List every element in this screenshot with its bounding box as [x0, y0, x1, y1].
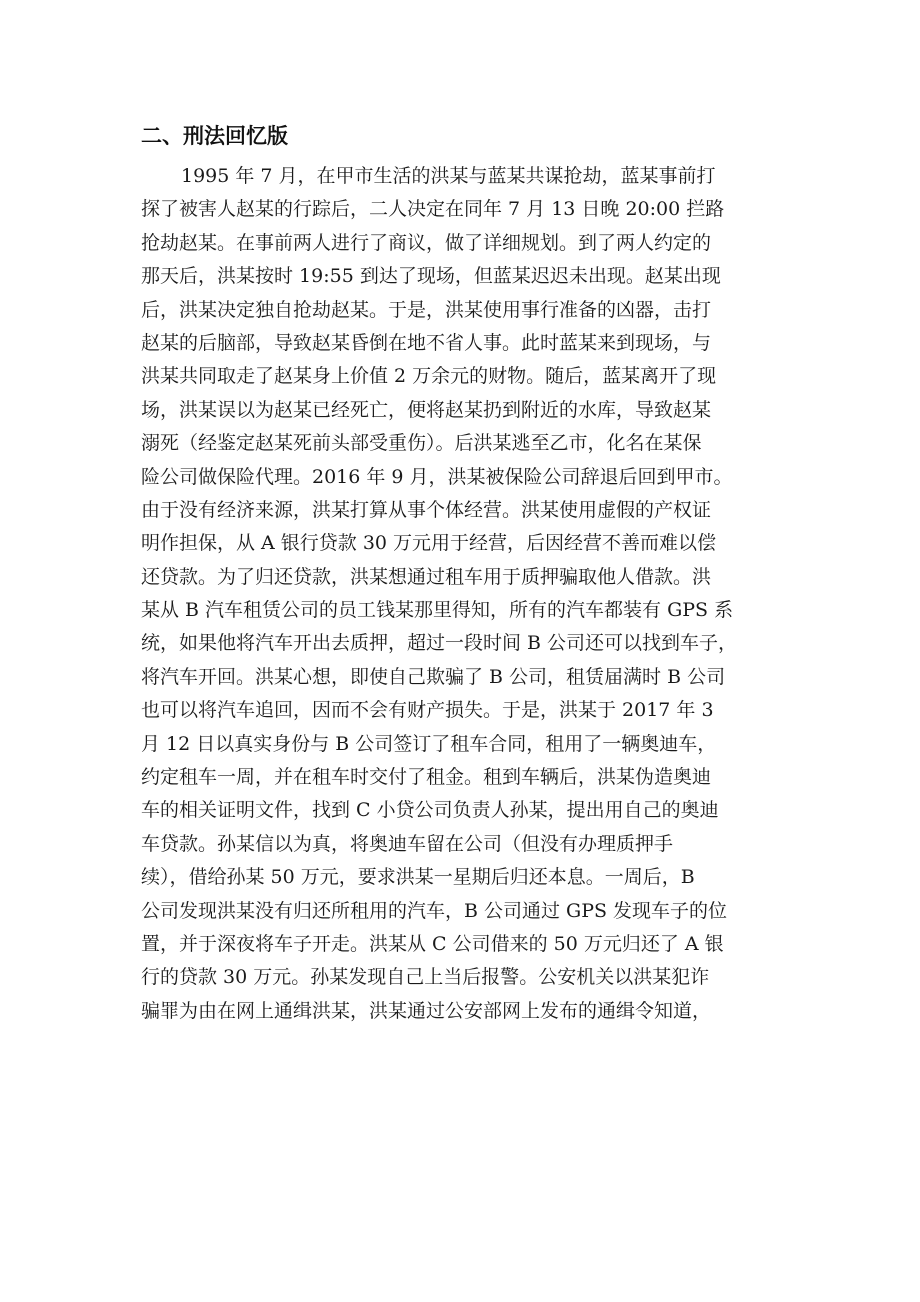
paragraph-line: 赵某的后脑部，导致赵某昏倒在地不省人事。此时蓝某来到现场，与 — [141, 331, 712, 354]
paragraph-line: 将汽车开回。洪某心想，即使自己欺骗了 B 公司，租赁届满时 B 公司 — [141, 665, 726, 688]
paragraph-line: 溺死（经鉴定赵某死前头部受重伤）。后洪某逃至乙市，化名在某保 — [141, 432, 702, 455]
paragraph-line: 月 12 日以真实身份与 B 公司签订了租车合同，租用了一辆奥迪车， — [141, 732, 717, 755]
paragraph-line: 抢劫赵某。在事前两人进行了商议，做了详细规划。到了两人约定的 — [141, 231, 712, 254]
paragraph-line: 明作担保，从 A 银行贷款 30 万元用于经营，后因经营不善而难以偿 — [141, 532, 717, 555]
paragraph-line: 场，洪某误以为赵某已经死亡，便将赵某扔到附近的水库，导致赵某 — [141, 398, 712, 421]
paragraph-line: 那天后，洪某按时 19:55 到达了现场，但蓝某迟迟未出现。赵某出现 — [141, 265, 721, 288]
paragraph-line: 险公司做保险代理。2016 年 9 月，洪某被保险公司辞退后回到甲市。 — [141, 465, 733, 488]
paragraph-line: 公司发现洪某没有归还所租用的汽车，B 公司通过 GPS 发现车子的位 — [141, 899, 728, 922]
paragraph-line: 还贷款。为了归还贷款，洪某想通过租车用于质押骗取他人借款。洪 — [141, 565, 712, 588]
paragraph-line: 车的相关证明文件，找到 C 小贷公司负责人孙某，提出用自己的奥迪 — [141, 799, 719, 822]
paragraph-line: 统，如果他将汽车开出去质押，超过一段时间 B 公司还可以找到车子， — [141, 632, 738, 655]
section-heading: 二、刑法回忆版 — [141, 124, 288, 148]
paragraph-line: 车贷款。孙某信以为真，将奥迪车留在公司（但没有办理质押手 — [141, 832, 674, 855]
paragraph-line: 某从 B 汽车租赁公司的员工钱某那里得知，所有的汽车都装有 GPS 系 — [141, 599, 734, 622]
case-paragraph — [141, 160, 781, 1028]
paragraph-line: 洪某共同取走了赵某身上价值 2 万余元的财物。随后，蓝某离开了现 — [141, 365, 717, 388]
paragraph-line: 探了被害人赵某的行踪后，二人决定在同年 7 月 13 日晚 20:00 拦路 — [141, 198, 725, 221]
paragraph-line: 骗罪为由在网上通缉洪某，洪某通过公安部网上发布的通缉令知道， — [141, 999, 712, 1022]
paragraph-line: 也可以将汽车追回，因而不会有财产损失。于是，洪某于 2017 年 3 — [141, 699, 714, 722]
paragraph-line: 1995 年 7 月，在甲市生活的洪某与蓝某共谋抢劫，蓝某事前打 — [181, 165, 716, 187]
paragraph-line: 行的贷款 30 万元。孙某发现自己上当后报警。公安机关以洪某犯诈 — [141, 966, 710, 989]
paragraph-line: 置，并于深夜将车子开走。洪某从 C 公司借来的 50 万元归还了 A 银 — [141, 932, 724, 955]
paragraph-line: 后，洪某决定独自抢劫赵某。于是，洪某使用事行准备的凶器，击打 — [141, 298, 712, 321]
paragraph-line: 约定租车一周，并在租车时交付了租金。租到车辆后，洪某伪造奥迪 — [141, 766, 712, 789]
paragraph-line: 续），借给孙某 50 万元，要求洪某一星期后归还本息。一周后，B — [141, 866, 695, 889]
paragraph-line: 由于没有经济来源，洪某打算从事个体经营。洪某使用虚假的产权证 — [141, 498, 712, 521]
